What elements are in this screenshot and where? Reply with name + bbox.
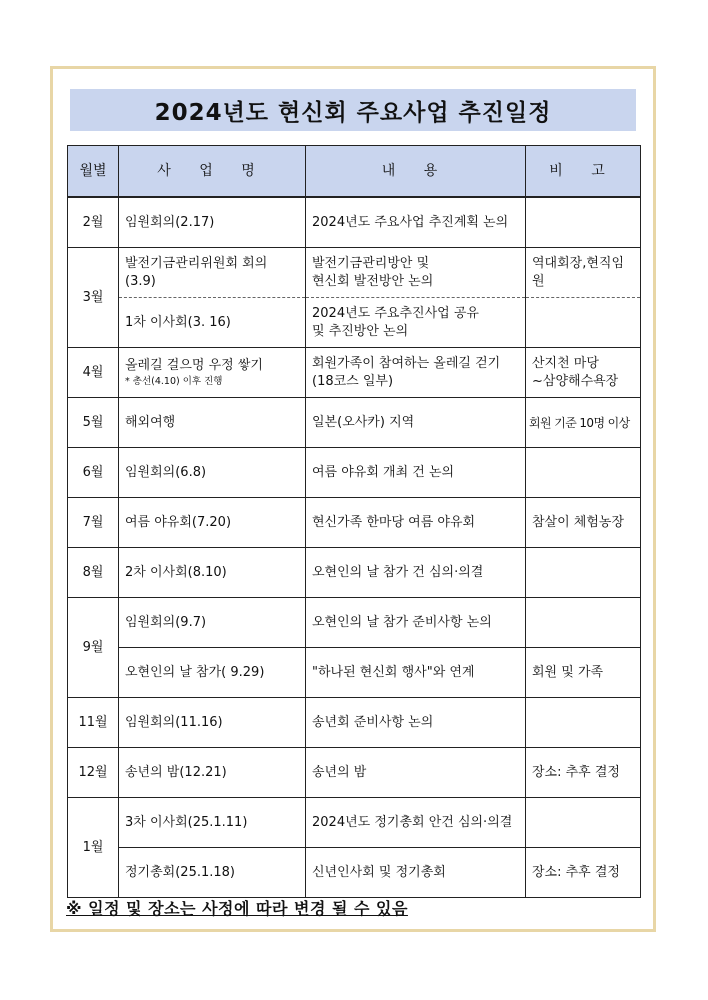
note-cell [526, 197, 641, 248]
event-cell: 임원회의(2.17) [119, 197, 306, 248]
table-row [68, 598, 641, 648]
month-cell: 12월 [68, 748, 119, 798]
event-footnote: * 총선(4.10) 이후 진행 [125, 376, 223, 387]
note-cell: 회원 기준 10명 이상 [526, 398, 641, 448]
table-row [68, 848, 641, 898]
event-cell: 임원회의(6.8) [119, 448, 306, 498]
header-month: 월별 [68, 146, 119, 198]
content-text: 발전기금관리방안 및 현신회 발전방안 논의 [312, 255, 434, 289]
month-cell: 4월 [68, 348, 119, 398]
table-row [68, 197, 641, 248]
month-cell: 2월 [68, 197, 119, 248]
event-cell: 해외여행 [119, 398, 306, 448]
content-cell [306, 348, 526, 398]
note-cell [526, 698, 641, 748]
content-cell: 2024년도 정기총회 안건 심의·의결 [306, 798, 526, 848]
note-text: 산지천 마당 ~삼양해수욕장 [532, 355, 619, 389]
header-content: 내 용 [306, 146, 526, 198]
event-cell: 1차 이사회(3. 16) [119, 298, 306, 348]
content-cell: 신년인사회 및 정기총회 [306, 848, 526, 898]
content-cell: 일본(오사카) 지역 [306, 398, 526, 448]
event-text: 올레길 걸으멍 우정 쌓기 [125, 358, 263, 373]
event-cell: 임원회의(11.16) [119, 698, 306, 748]
note-cell: 회원 및 가족 [526, 648, 641, 698]
content-cell: 여름 야유회 개최 건 논의 [306, 448, 526, 498]
content-cell: 송년의 밤 [306, 748, 526, 798]
note-cell [526, 548, 641, 598]
month-cell: 9월 [68, 598, 119, 698]
page-title: 2024년도 현신회 주요사업 추진일정 [154, 99, 552, 126]
table-row [68, 248, 641, 298]
table-row [68, 548, 641, 598]
content-cell: 송년회 준비사항 논의 [306, 698, 526, 748]
event-cell: 정기총회(25.1.18) [119, 848, 306, 898]
note-cell: 참살이 체험농장 [526, 498, 641, 548]
event-cell: 발전기금관리위원회 회의 (3.9) [119, 248, 306, 298]
month-cell: 1월 [68, 798, 119, 898]
content-cell [306, 248, 526, 298]
content-text: 회원가족이 참여하는 올레길 걷기 (18코스 일부) [312, 355, 501, 389]
note-cell: 역대회장,현직임원 [526, 248, 641, 298]
month-cell: 5월 [68, 398, 119, 448]
note-cell [526, 348, 641, 398]
note-cell: 장소: 추후 결정 [526, 848, 641, 898]
content-cell: 오현인의 날 참가 건 심의·의결 [306, 548, 526, 598]
table-row [68, 648, 641, 698]
table-row [68, 698, 641, 748]
event-cell: 3차 이사회(25.1.11) [119, 798, 306, 848]
content-cell: 2024년도 주요사업 추진계획 논의 [306, 197, 526, 248]
event-cell: 임원회의(9.7) [119, 598, 306, 648]
event-cell: 오현인의 날 참가( 9.29) [119, 648, 306, 698]
table-row [68, 448, 641, 498]
table-header-row [68, 146, 641, 198]
note-cell [526, 598, 641, 648]
title-banner [70, 89, 636, 131]
month-cell: 11월 [68, 698, 119, 748]
content-cell: 오현인의 날 참가 준비사항 논의 [306, 598, 526, 648]
table-row [68, 398, 641, 448]
note-cell [526, 298, 641, 348]
table-row [68, 748, 641, 798]
table-row [68, 498, 641, 548]
content-text: 2024년도 주요추진사업 공유 및 추진방안 논의 [312, 305, 479, 339]
content-cell [306, 298, 526, 348]
event-cell: 2차 이사회(8.10) [119, 548, 306, 598]
event-cell: 여름 야유회(7.20) [119, 498, 306, 548]
content-cell: "하나된 현신회 행사"와 연계 [306, 648, 526, 698]
schedule-footnote: ※ 일정 및 장소는 사정에 따라 변경 될 수 있음 [66, 899, 408, 918]
header-note: 비 고 [526, 146, 641, 198]
month-cell: 3월 [68, 248, 119, 348]
event-cell: 송년의 밤(12.21) [119, 748, 306, 798]
header-event: 사 업 명 [119, 146, 306, 198]
month-cell: 7월 [68, 498, 119, 548]
table-row [68, 298, 641, 348]
month-cell: 6월 [68, 448, 119, 498]
month-cell: 8월 [68, 548, 119, 598]
note-cell: 장소: 추후 결정 [526, 748, 641, 798]
note-cell [526, 448, 641, 498]
schedule-table [67, 145, 641, 898]
content-cell: 현신가족 한마당 여름 야유회 [306, 498, 526, 548]
note-cell [526, 798, 641, 848]
event-cell [119, 348, 306, 398]
table-row [68, 798, 641, 848]
table-row [68, 348, 641, 398]
